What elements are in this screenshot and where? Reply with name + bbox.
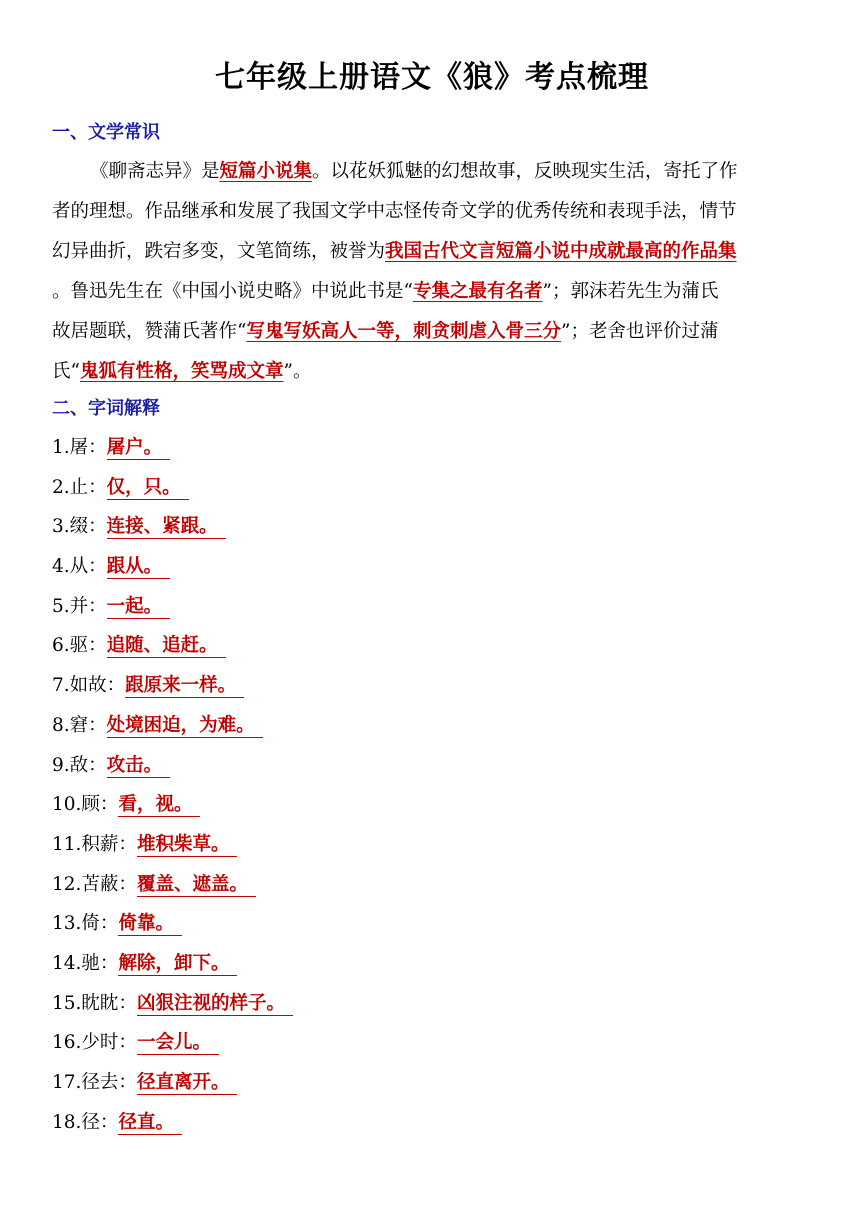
- vocab-definition: 追随、追赶。: [107, 635, 226, 658]
- vocab-word: 止：: [69, 476, 107, 498]
- answer-highlight: 短篇小说集: [219, 161, 313, 182]
- vocab-item: [52, 626, 812, 666]
- vocab-item: [52, 706, 812, 746]
- vocab-item: [52, 547, 812, 587]
- vocab-word: 屠：: [69, 437, 107, 458]
- literature-paragraph: [52, 152, 812, 392]
- vocab-word: 眈眈：: [81, 992, 137, 1014]
- answer-highlight: 鬼狐有性格，笑骂成文章: [79, 361, 284, 382]
- paragraph-line: [52, 152, 812, 192]
- vocab-item: [52, 785, 812, 825]
- paragraph-line: [52, 272, 812, 312]
- vocab-definition: 径直。: [118, 1112, 182, 1135]
- vocab-definition: 倚靠。: [118, 913, 182, 936]
- section-heading-literature: 一、文学常识: [52, 122, 160, 143]
- vocab-item: [52, 825, 812, 865]
- vocab-number: 4.: [52, 556, 70, 578]
- vocab-definition: 解除，卸下。: [118, 953, 237, 976]
- vocab-word: 倚：: [81, 913, 119, 935]
- paragraph-text: 。鲁迅先生在《中国小说史略》中说此书是“: [52, 281, 413, 302]
- vocab-number: 2.: [52, 476, 70, 498]
- answer-highlight: 专集之最有名者: [412, 281, 543, 302]
- vocab-item: [52, 746, 812, 786]
- paragraph-text: 者的理想。作品继承和发展了我国文学中志怪传奇文学的优秀传统和表现手法，情节: [52, 201, 737, 222]
- vocab-item: [52, 428, 812, 468]
- vocab-number: 15.: [52, 992, 82, 1014]
- vocab-word: 窘：: [69, 714, 107, 736]
- page-title: 七年级上册语文《狼》考点梳理: [215, 60, 649, 95]
- vocab-word: 驱：: [69, 635, 107, 657]
- vocab-number: 6.: [52, 635, 70, 657]
- paragraph-text: 《聊斋志异》是: [90, 161, 220, 182]
- vocab-number: 14.: [52, 952, 82, 974]
- vocab-number: 8.: [52, 714, 70, 736]
- paragraph-text: ”；郭沫若先生为蒲氏: [542, 281, 719, 302]
- vocab-item: [52, 666, 812, 706]
- vocab-number: 10.: [52, 794, 82, 816]
- vocab-item: [52, 1103, 812, 1143]
- paragraph-line: [52, 312, 812, 352]
- vocab-definition: 一起。: [107, 596, 171, 619]
- vocabulary-list: [52, 428, 812, 1142]
- vocab-definition: 跟原来一样。: [125, 675, 244, 698]
- vocab-definition: 仅，只。: [107, 477, 189, 500]
- vocab-word: 敌：: [69, 754, 107, 776]
- paragraph-line: [52, 352, 812, 392]
- vocab-word: 缀：: [69, 516, 107, 538]
- vocab-definition: 径直离开。: [137, 1072, 238, 1095]
- answer-highlight: 写鬼写妖高人一等，刺贪刺虐入骨三分: [246, 321, 561, 342]
- vocab-word: 并：: [69, 595, 107, 617]
- vocab-definition: 跟从。: [107, 556, 171, 579]
- vocab-number: 12.: [52, 873, 82, 895]
- vocab-definition: 看，视。: [118, 794, 200, 817]
- vocab-word: 顾：: [81, 794, 119, 816]
- vocab-word: 如故：: [69, 675, 126, 697]
- vocab-item: [52, 865, 812, 905]
- paragraph-text: ”。: [283, 361, 312, 382]
- answer-highlight: 我国古代文言短篇小说中成就最高的作品集: [385, 241, 737, 262]
- vocab-item: [52, 1063, 812, 1103]
- vocab-definition: 覆盖、遮盖。: [137, 874, 256, 897]
- vocab-word: 驰：: [81, 952, 119, 974]
- vocab-item: [52, 468, 812, 508]
- paragraph-line: [52, 232, 812, 272]
- vocab-number: 13.: [52, 913, 82, 935]
- paragraph-text: ”；老舍也评价过蒲: [560, 321, 719, 342]
- vocab-definition: 处境困迫，为难。: [107, 715, 263, 738]
- vocab-item: [52, 944, 812, 984]
- vocab-word: 径去：: [81, 1072, 137, 1093]
- vocab-item: [52, 984, 812, 1024]
- vocab-number: 11.: [52, 833, 82, 855]
- paragraph-text: 。以花妖狐魅的幻想故事，反映现实生活，寄托了作: [312, 161, 738, 182]
- vocab-item: [52, 904, 812, 944]
- vocab-word: 积薪：: [81, 833, 137, 855]
- vocab-number: 16.: [52, 1032, 82, 1054]
- vocab-number: 17.: [52, 1072, 82, 1093]
- vocab-number: 1.: [52, 437, 70, 458]
- vocab-number: 7.: [52, 675, 70, 697]
- vocab-definition: 一会儿。: [137, 1032, 219, 1055]
- vocab-number: 3.: [52, 516, 70, 538]
- paragraph-text: 幻异曲折，跌宕多变，文笔简练，被誉为: [52, 241, 386, 262]
- vocab-word: 少时：: [81, 1032, 137, 1054]
- paragraph-text: 氏“: [52, 361, 80, 382]
- vocab-word: 苫蔽：: [81, 873, 137, 895]
- section-heading-vocabulary: 二、字词解释: [52, 398, 160, 419]
- vocab-word: 从：: [69, 556, 107, 578]
- vocab-word: 径：: [81, 1111, 119, 1133]
- paragraph-text: 故居题联，赞蒲氏著作“: [52, 321, 247, 342]
- vocab-definition: 堆积柴草。: [137, 834, 238, 857]
- vocab-number: 9.: [52, 754, 70, 776]
- vocab-number: 18.: [52, 1111, 82, 1133]
- vocab-number: 5.: [52, 595, 70, 617]
- vocab-item: [52, 587, 812, 627]
- paragraph-line: [52, 192, 812, 232]
- vocab-item: [52, 507, 812, 547]
- vocab-definition: 凶狠注视的样子。: [137, 993, 293, 1016]
- vocab-definition: 连接、紧跟。: [107, 516, 226, 539]
- vocab-item: [52, 1023, 812, 1063]
- vocab-definition: 攻击。: [107, 755, 171, 778]
- vocab-definition: 屠户。: [107, 437, 171, 460]
